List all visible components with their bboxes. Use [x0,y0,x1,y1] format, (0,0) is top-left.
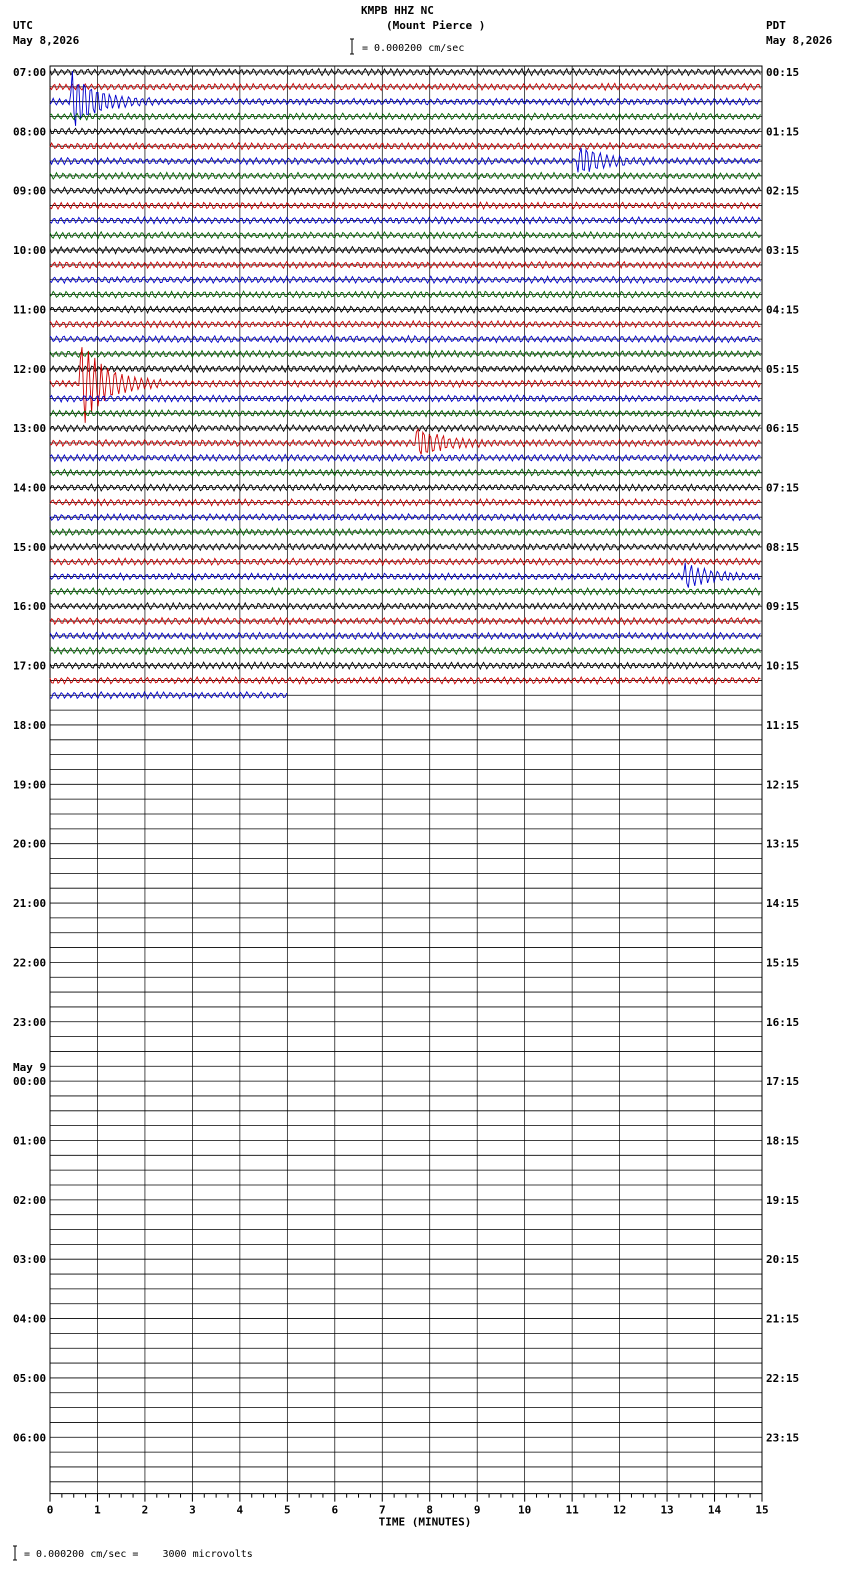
left-timezone: UTC [13,19,33,32]
x-tick-label: 12 [612,1503,627,1517]
x-tick-label: 8 [426,1503,434,1517]
footer-scale-note: = 0.000200 cm/sec = 3000 microvolts [24,1549,253,1560]
station-title: KMPB HHZ NC [361,4,434,17]
pdt-hour-label: 18:15 [766,1134,800,1148]
pdt-hour-label: 12:15 [766,778,800,792]
utc-hour-label: 17:00 [13,659,47,673]
pdt-hour-label: 08:15 [766,540,800,554]
station-location: (Mount Pierce ) [386,19,486,32]
x-tick-label: 5 [284,1503,291,1517]
utc-hour-label: 05:00 [13,1371,47,1385]
left-date: May 8,2026 [13,34,80,47]
pdt-hour-label: 15:15 [766,956,800,970]
utc-hour-label: 13:00 [13,422,47,436]
x-tick-label: 9 [473,1503,481,1517]
pdt-hour-label: 19:15 [766,1193,800,1207]
utc-hour-label: 22:00 [13,956,47,970]
pdt-hour-label: 07:15 [766,481,800,495]
pdt-hour-label: 01:15 [766,125,800,139]
utc-hour-label: 10:00 [13,244,47,258]
utc-hour-label: 07:00 [13,66,47,79]
pdt-hour-label: 20:15 [766,1253,800,1267]
pdt-hour-label: 06:15 [766,422,800,436]
x-tick-label: 11 [565,1503,579,1517]
pdt-hour-label: 17:15 [766,1075,800,1089]
pdt-hour-label: 00:15 [766,66,800,79]
x-tick-label: 15 [755,1503,769,1517]
x-tick-label: 14 [707,1503,722,1517]
seismic-trace [50,71,760,126]
pdt-hour-label: 03:15 [766,244,800,258]
utc-hour-label: 14:00 [13,481,47,495]
utc-hour-label: 03:00 [13,1253,47,1267]
pdt-hour-label: 11:15 [766,718,800,732]
pdt-hour-label: 04:15 [766,303,800,317]
utc-hour-label: 08:00 [13,125,47,139]
utc-hour-label: 02:00 [13,1193,47,1207]
utc-hour-label: 16:00 [13,600,47,614]
utc-hour-label: 09:00 [13,184,47,198]
x-tick-label: 6 [331,1503,339,1517]
right-timezone: PDT [766,19,786,32]
utc-hour-label: 18:00 [13,718,47,732]
pdt-hour-label: 23:15 [766,1431,800,1445]
pdt-hour-label: 09:15 [766,600,800,614]
seismic-trace [50,429,760,454]
scale-label: = 0.000200 cm/sec [362,43,465,54]
utc-hour-label: 04:00 [13,1312,47,1326]
pdt-hour-label: 21:15 [766,1312,800,1326]
scale-bar-icon [350,39,354,54]
x-tick-label: 7 [378,1503,386,1517]
pdt-hour-label: 16:15 [766,1015,800,1029]
pdt-hour-label: 05:15 [766,362,800,376]
utc-hour-label: 01:00 [13,1134,47,1148]
right-date: May 8,2026 [766,34,833,47]
x-tick-label: 3 [189,1503,196,1517]
utc-hour-label: 12:00 [13,362,47,376]
x-tick-label: 0 [46,1503,54,1517]
date-change-label: May 9 [13,1061,47,1075]
x-tick-label: 2 [141,1503,149,1517]
utc-hour-label: 15:00 [13,540,47,554]
seismic-trace [50,148,760,172]
x-axis-label: TIME (MINUTES) [378,1515,472,1529]
seismic-trace [50,69,760,76]
utc-hour-label: 20:00 [13,837,47,851]
pdt-hour-label: 22:15 [766,1371,800,1385]
utc-hour-label: 06:00 [13,1431,47,1445]
pdt-hour-label: 13:15 [766,837,800,851]
utc-hour-label: 23:00 [13,1015,47,1029]
x-tick-label: 4 [236,1503,244,1517]
utc-hour-label: 11:00 [13,303,47,317]
utc-hour-label: 21:00 [13,897,47,911]
x-tick-label: 10 [518,1503,532,1517]
seismic-trace [50,563,760,588]
pdt-hour-label: 02:15 [766,184,800,198]
pdt-hour-label: 10:15 [766,659,800,673]
utc-hour-label: 00:00 [13,1075,47,1089]
x-tick-label: 13 [660,1503,674,1517]
pdt-hour-label: 14:15 [766,897,800,911]
x-tick-label: 1 [94,1503,101,1517]
utc-hour-label: 19:00 [13,778,47,792]
footer-scale-bar-icon [13,1546,17,1560]
